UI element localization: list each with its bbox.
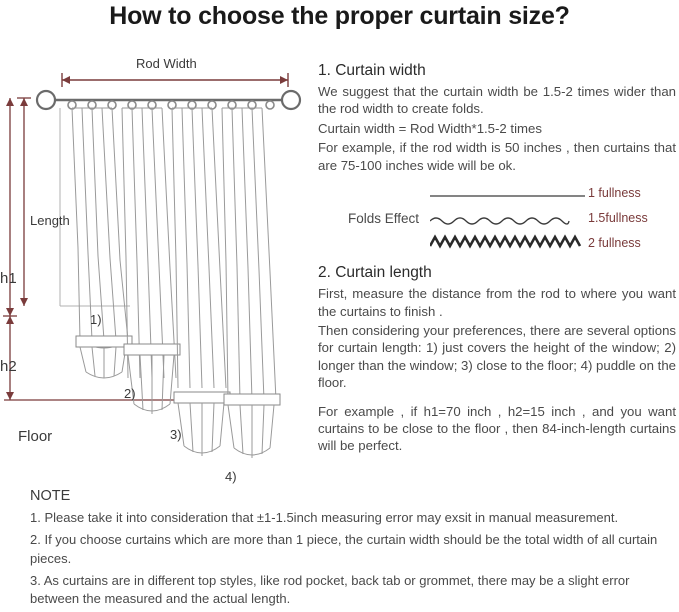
folds-effect-diagram (318, 184, 676, 258)
h2-label: h2 (0, 358, 17, 375)
folds-waves-svg (430, 184, 590, 258)
section-2-paragraph-1: First, measure the distance from the rod to where you want the curtains to finish . (318, 286, 676, 319)
page-title: How to choose the proper curtain size? (109, 2, 570, 30)
rod-finial-right (282, 91, 300, 109)
section-1-paragraph-2: For example, if the rod width is 50 inches , then curtains that are 75-100 inches wide will be ok. (318, 140, 676, 173)
note-title: NOTE (30, 488, 71, 504)
curtain-panel-4 (222, 108, 280, 458)
curtain-measurement-diagram (0, 48, 312, 493)
section-1-formula: Curtain width = Rod Width*1.5-2 times (318, 120, 542, 136)
fullness-level-3: 2 fullness (588, 236, 641, 251)
section-2-paragraph-2: Then considering your preferences, there are several options for curtain length: 1) just covers the height of the window; 2) longer than the window; 3) close to the floor; 4) puddle on the floor. (318, 322, 676, 391)
floor-label: Floor (18, 428, 53, 445)
section-2-heading: 2. Curtain length (318, 264, 432, 282)
curtain-panel-3 (172, 108, 230, 456)
section-1-paragraph-1: We suggest that the curtain width be 1.5-2 times wider than the rod width to create folds. (318, 84, 676, 117)
length-label: Length (30, 213, 70, 228)
fullness-level-1: 1 fullness (588, 186, 641, 201)
rod-finial-left (37, 91, 55, 109)
section-2-paragraph-3: For example , if h1=70 inch , h2=15 inch , and you want curtains to be close to the floor , then 84-inch-length curtains will be perfect. (318, 403, 676, 454)
h1-label: h1 (0, 270, 17, 287)
folds-effect-label: Folds Effect (348, 211, 420, 227)
vertical-measures (3, 98, 31, 400)
note-line-3: 3. As curtains are in different top styles, like rod pocket, back tab or grommet, there may be a slight error between the measured and the actual length. (30, 572, 630, 607)
curtain-option-3-label: 3) (170, 427, 182, 442)
note-line-2: 2. If you choose curtains which are more than 1 piece, the curtain width should be the total width of all curtain pieces. (30, 531, 658, 566)
diagram-svg (0, 48, 312, 493)
fullness-level-2: 1.5fullness (588, 211, 648, 226)
section-1-heading: 1. Curtain width (318, 62, 426, 79)
curtain-option-4-label: 4) (225, 469, 237, 484)
rod-width-label: Rod Width (136, 56, 197, 71)
instructions-column (318, 62, 676, 457)
curtain-option-1-label: 1) (90, 312, 102, 327)
rod-width-measure (62, 73, 288, 87)
curtain-panel-2 (122, 108, 180, 414)
note-line-1: 1. Please take it into consideration that ±1-1.5inch measuring error may exsit in manual measurement. (30, 510, 619, 525)
note-block (30, 488, 660, 612)
curtain-option-2-label: 2) (124, 386, 136, 401)
